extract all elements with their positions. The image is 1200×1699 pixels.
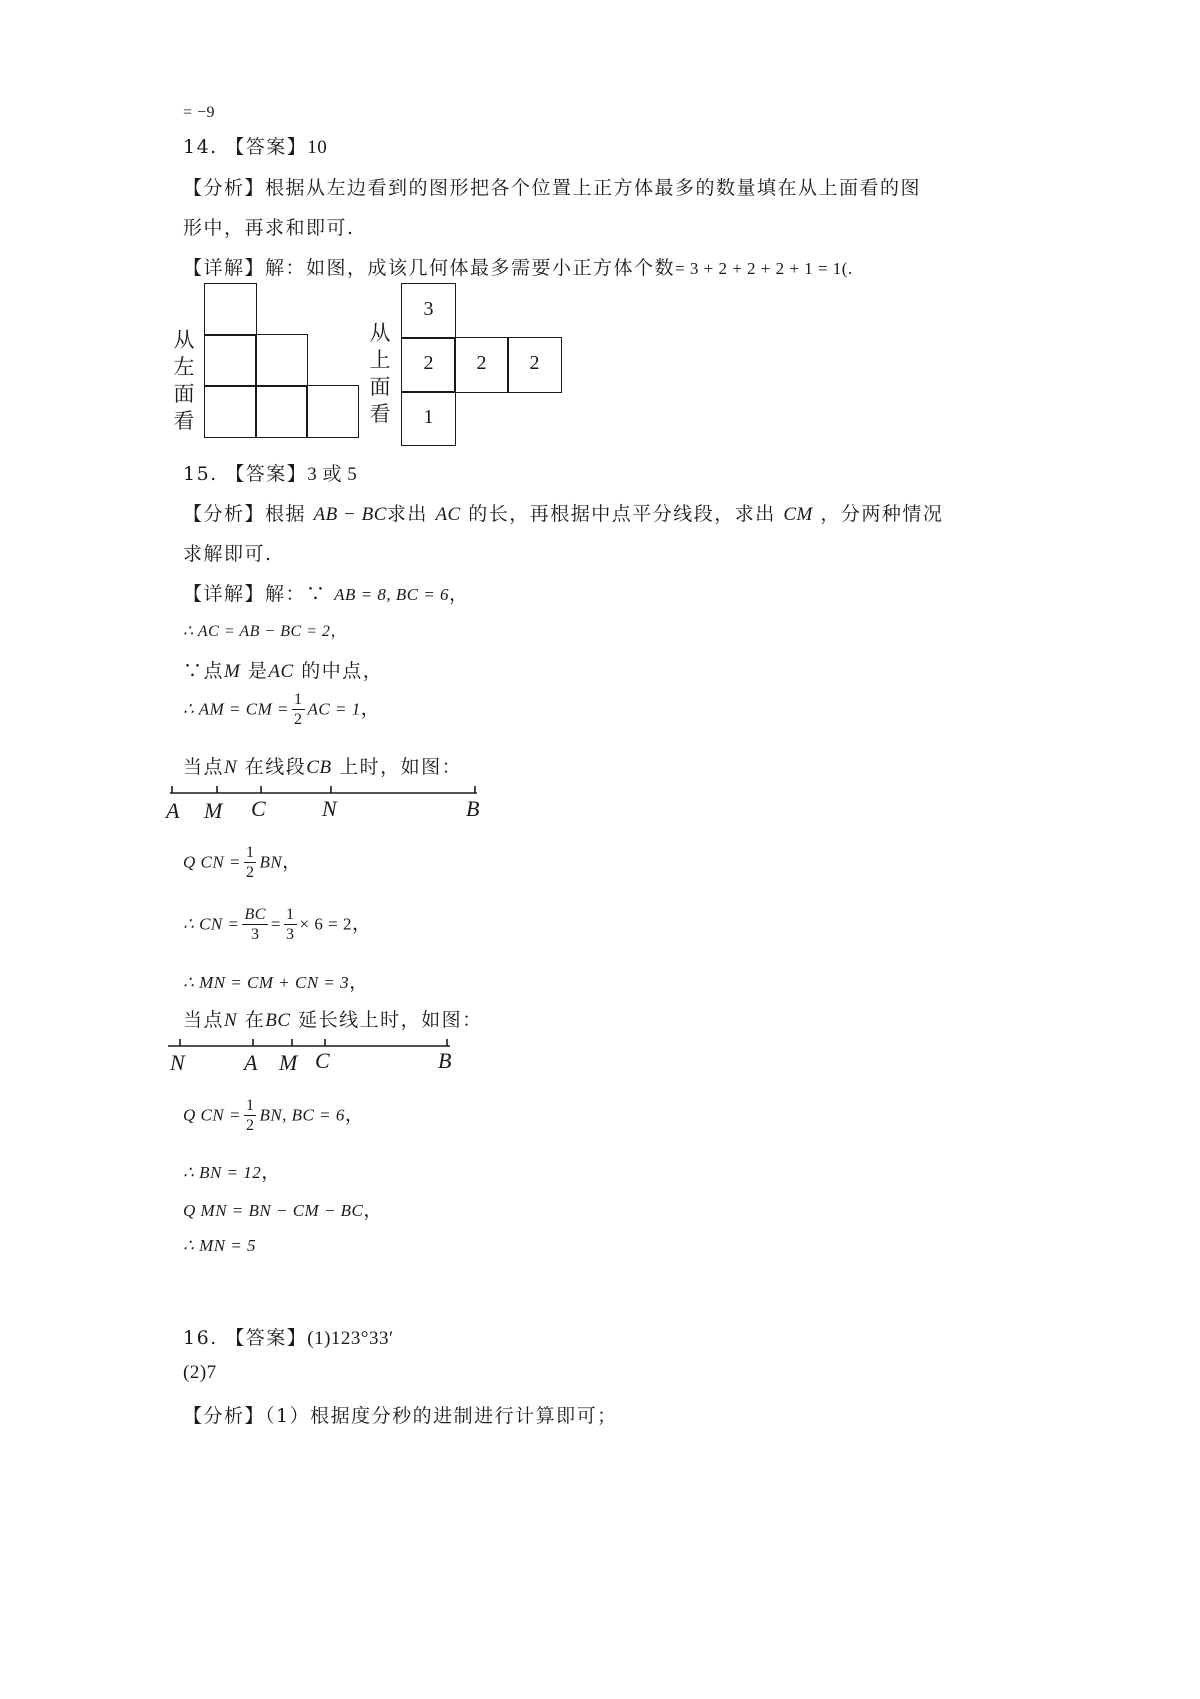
q15-case-2: 当点N 在BC 延长线上时，如图： <box>183 1009 483 1031</box>
q15-case2-step-1: Q CN = $\frac{1}{2}$ BN, BC = 6， <box>183 1097 366 1134</box>
q14-analysis-2: 形中，再求和即可. <box>183 217 355 239</box>
left-view-label: 从 左 面 看 <box>173 328 195 433</box>
top-view-count: 2 <box>529 352 540 374</box>
q15-analysis-2: 求解即可. <box>183 543 273 565</box>
top-view-count: 2 <box>476 352 487 374</box>
q14-number: 14. <box>183 136 218 158</box>
q16-answer-2: (2)7 <box>183 1362 217 1383</box>
q16-answer-1: (1)123°33′ <box>307 1328 394 1349</box>
q15-case2-step-2: ∴ BN = 12， <box>183 1161 282 1183</box>
q15-analysis-1: 【分析】根据 AB − BC求出 AC 的长，再根据中点平分线段，求出 CM ，分两种情况 <box>183 503 944 525</box>
top-view-label: 从 上 面 看 <box>369 321 391 426</box>
q15-detail: 【详解】解：∵ AB = 8, BC = 6， <box>183 583 470 605</box>
point-a-label: A <box>166 798 180 823</box>
q16-analysis-tag: 【分析】 <box>183 1405 266 1427</box>
q15-analysis-tag: 【分析】 <box>183 503 266 525</box>
q15-answer-tag: 【答案】 <box>225 463 308 485</box>
q15-case2-step-3: Q MN = BN − CM − BC， <box>183 1199 384 1221</box>
q16-answer-tag: 【答案】 <box>225 1327 308 1349</box>
q15-case1-step-2: ∴ CN = $\frac{BC}{3}$ = $\frac{1}{3}$ × 6 = 2， <box>183 906 373 943</box>
q16-analysis <box>183 1401 618 1428</box>
q14-detail-text: 解：如图，成该几何体最多需要小正方体个数 <box>265 257 676 279</box>
q14-answer-tag: 【答案】 <box>225 136 308 158</box>
point-c-label: C <box>315 1048 330 1073</box>
q15-answer: 3 或 5 <box>307 464 358 485</box>
point-n-label: N <box>322 796 337 821</box>
q15-step-3: ∴ AM = CM = $\frac{1}{2}$ AC = 1， <box>183 691 382 728</box>
q16-answer-line <box>183 1323 394 1350</box>
q15-step-2: ∵点M 是AC 的中点， <box>183 660 384 682</box>
q14-analysis-tag: 【分析】 <box>183 177 266 199</box>
top-view-count: 3 <box>423 298 434 320</box>
q14-detail-expr: = 3 + 2 + 2 + 2 + 1 = 1(. <box>675 259 853 278</box>
point-m-label: M <box>279 1050 298 1075</box>
q15-case1-step-1: Q CN = $\frac{1}{2}$ BN， <box>183 844 303 881</box>
top-view-count: 2 <box>423 352 434 374</box>
q15-case2-step-4: ∴ MN = 5 <box>183 1236 257 1255</box>
q16-analysis-text: （1）根据度分秒的进制进行计算即可； <box>265 1405 618 1427</box>
q15-detail-tag: 【详解】 <box>183 583 266 605</box>
q16-number: 16. <box>183 1327 218 1349</box>
q15-case1-step-3: ∴ MN = CM + CN = 3， <box>183 971 370 993</box>
point-b-label: B <box>438 1048 452 1073</box>
point-c-label: C <box>251 796 266 821</box>
point-n-label: N <box>170 1050 185 1075</box>
point-m-label: M <box>204 798 223 823</box>
point-a-label: A <box>244 1050 258 1075</box>
q14-detail-tag: 【详解】 <box>183 257 266 279</box>
q15-number: 15. <box>183 463 218 485</box>
q14-analysis-text: 根据从左边看到的图形把各个位置上正方体最多的数量填在从上面看的图 <box>265 177 922 199</box>
q14-answer: 10 <box>307 137 328 158</box>
q15-case-1: 当点N 在线段CB 上时，如图： <box>183 756 463 778</box>
top-view-count: 1 <box>423 406 434 428</box>
q15-step-1: ∴ AC = AB − BC = 2， <box>183 621 348 640</box>
equation-result: = −9 <box>183 104 216 121</box>
point-b-label: B <box>466 796 480 821</box>
